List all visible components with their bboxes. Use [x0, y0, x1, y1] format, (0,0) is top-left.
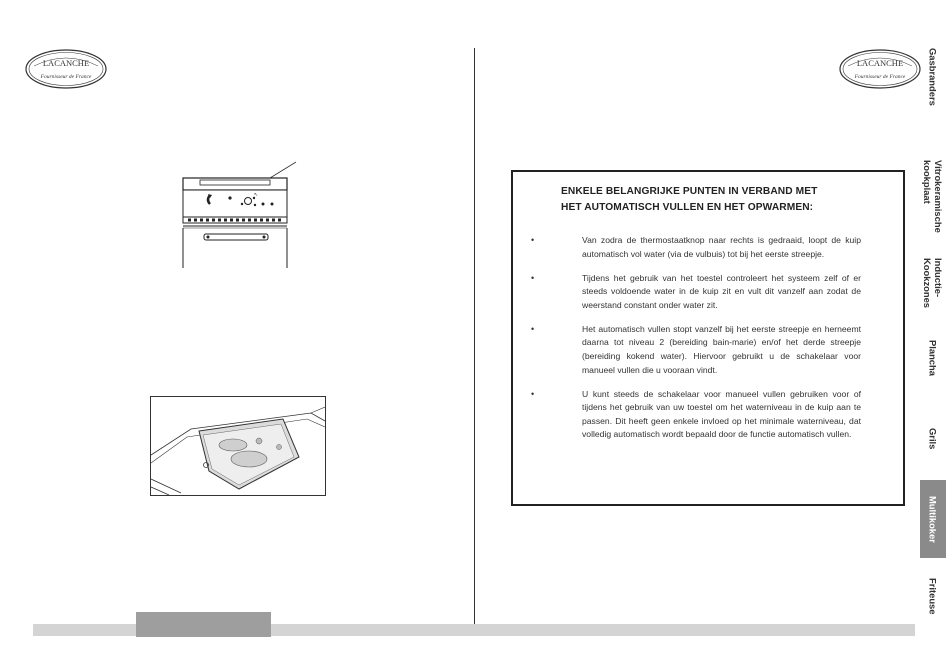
side-tab-label: Multikoker [927, 496, 939, 543]
bullet-text: Tijdens het gebruik van het toestel controleert het systeem zelf of er steeds voldoende water in de kuip zit en vult dit vanzelf aan zodat de weerstand constant onder water zit. [582, 272, 861, 310]
tank-interior-illustration [150, 396, 326, 496]
notice-heading-line-1: ENKELE BELANGRIJKE PUNTEN IN VERBAND MET [561, 186, 818, 197]
notice-heading-line-2: HET AUTOMATISCH VULLEN EN HET OPWARMEN: [561, 202, 814, 213]
page-divider [474, 48, 475, 624]
bullet-icon: • [531, 235, 535, 245]
brand-logo-right [838, 48, 922, 90]
side-tab-gasbranders[interactable] [920, 48, 946, 138]
list-item [531, 272, 861, 313]
side-tab-inductie-kookzones[interactable] [920, 258, 946, 318]
side-tab-label: Friteuse [927, 578, 939, 615]
automatic-filling-notice [511, 170, 905, 506]
side-tab-multikoker[interactable] [920, 480, 946, 558]
bullet-icon: • [531, 272, 535, 283]
side-tab-label: Grils [927, 428, 939, 450]
appliance-control-panel-illustration [178, 160, 298, 272]
notice-heading [561, 184, 881, 216]
footer-tab [136, 612, 271, 637]
bullet-text: Het automatisch vullen stopt vanzelf bij het eerste streepje en herneemt daarna tot niveau 2 (bereiding bain-marie) en/of het derde streepje (bereiding kokend water). Hiervoor gebruikt u de schakelaar voor manueel vullen die u vooraan vindt. [582, 323, 861, 375]
brand-logo-left [24, 48, 108, 90]
brand-name-text: LACANCHE [42, 58, 90, 68]
side-tab-grils[interactable] [920, 428, 946, 468]
bullet-text: U kunt steeds de schakelaar voor manueel vullen gebruiken voor of tijdens het gebruik van uw toestel om het waterniveau in de kuip aan te passen. Dit heeft geen enkele invloed op het minimale waterniveau, dat volledig automatisch wordt bepaald door de functie automatisch vullen. [582, 388, 861, 440]
side-tab-label: Vitrokeramische kookplaat [922, 160, 944, 233]
side-tab-friteuse[interactable] [920, 578, 946, 624]
brand-tagline-text: Fournisseur de France [854, 74, 906, 80]
bullet-text: Van zodra de thermostaatknop naar rechts is gedraaid, loopt de kuip automatisch vol water (via de vulbuis) tot bij het eerste streepje. [582, 235, 861, 259]
notice-bullet-list [531, 234, 861, 452]
side-tab-label: Gasbranders [927, 48, 939, 106]
list-item [531, 234, 861, 261]
bullet-icon: • [531, 388, 535, 399]
bullet-icon: • [531, 323, 535, 334]
brand-name-text: LACANCHE [856, 58, 904, 68]
side-tab-plancha[interactable] [920, 340, 946, 390]
side-tab-label: Plancha [927, 340, 939, 376]
side-tab-vitrokeramische-kookplaat[interactable] [920, 160, 946, 238]
list-item [531, 388, 861, 442]
side-tab-label: Inductie- Kookzones [922, 258, 944, 309]
list-item [531, 323, 861, 377]
svg-text:↖: ↖ [254, 192, 259, 198]
brand-tagline-text: Fournisseur de France [40, 74, 92, 80]
